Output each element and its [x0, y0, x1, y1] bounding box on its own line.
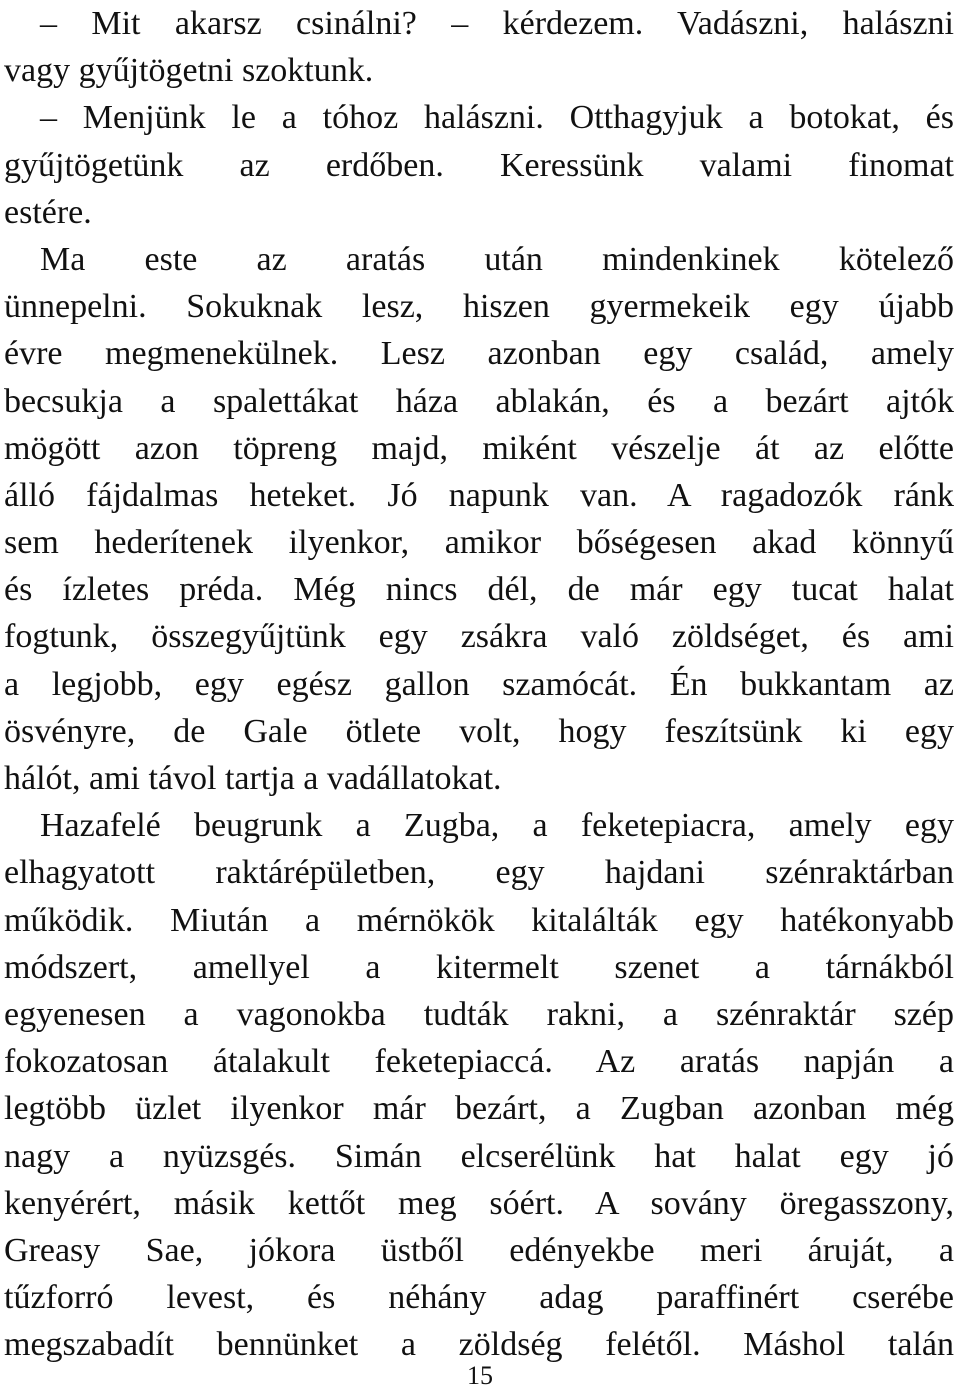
text-line: hálót, ami távol tartja a vadállatokat.: [4, 760, 502, 797]
text-line: ösvényre, de Gale ötlete volt, hogy feszítsünk ki egy: [4, 712, 954, 750]
text-line: működik. Miután a mérnökök kitalálták egy hatékonyabb: [4, 901, 954, 939]
text-line: nagy a nyüzsgés. Simán elcserélünk hat halat egy jó: [4, 1137, 954, 1175]
text-line: estére.: [4, 193, 92, 231]
text-line: fokozatosan átalakult feketepiaccá. Az aratás napján a: [4, 1043, 954, 1081]
text-line: a legjobb, egy egész gallon szamócát. Én bukkantam az: [4, 665, 954, 703]
text-line: Greasy Sae, jókora üstből edényekbe meri áruját, a: [4, 1231, 954, 1269]
text-line: Ma este az aratás után mindenkinek kötelező: [40, 240, 954, 278]
text-line: álló fájdalmas heteket. Jó napunk van. A ragadozók ránk: [4, 476, 954, 514]
body-text: [4, 0, 954, 1368]
text-line: mögött azon töpreng majd, miként vészelje át az előtte: [4, 429, 954, 467]
text-line: évre megmenekülnek. Lesz azonban egy család, amely: [4, 335, 954, 373]
text-line: ünnepelni. Sokuknak lesz, hiszen gyermekeik egy újabb: [4, 288, 954, 326]
text-line: – Mit akarsz csinálni? – kérdezem. Vadászni, halászni: [40, 5, 954, 42]
text-line: becsukja a spalettákat háza ablakán, és a bezárt ajtók: [4, 382, 954, 420]
text-line: és ízletes préda. Még nincs dél, de már egy tucat halat: [4, 571, 954, 609]
text-line: megszabadít bennünket a zöldség felétől. Máshol talán: [4, 1326, 954, 1364]
text-line: gyűjtögetünk az erdőben. Keressünk valami finomat: [4, 146, 954, 184]
page-number: 15: [467, 1361, 493, 1390]
text-line: Hazafelé beugrunk a Zugba, a feketepiacra, amely egy: [40, 807, 954, 845]
text-line: legtöbb üzlet ilyenkor már bezárt, a Zugban azonban még: [4, 1090, 954, 1128]
text-line: – Menjünk le a tóhoz halászni. Otthagyjuk a botokat, és: [40, 99, 954, 137]
text-line: módszert, amellyel a kitermelt szenet a tárnákból: [4, 948, 954, 986]
text-line: elhagyatott raktárépületben, egy hajdani szénraktárban: [4, 854, 954, 892]
text-line: sem hederítenek ilyenkor, amikor bőségesen akad könnyű: [4, 524, 954, 562]
text-line: vagy gyűjtögetni szoktunk.: [4, 52, 374, 90]
text-line: tűzforró levest, és néhány adag paraffinért cserébe: [4, 1279, 954, 1317]
text-line: kenyérért, másik kettőt meg sóért. A sovány öregasszony,: [4, 1184, 954, 1222]
text-line: fogtunk, összegyűjtünk egy zsákra való zöldséget, és ami: [4, 618, 954, 656]
text-line: egyenesen a vagonokba tudták rakni, a szénraktár szép: [4, 995, 954, 1033]
